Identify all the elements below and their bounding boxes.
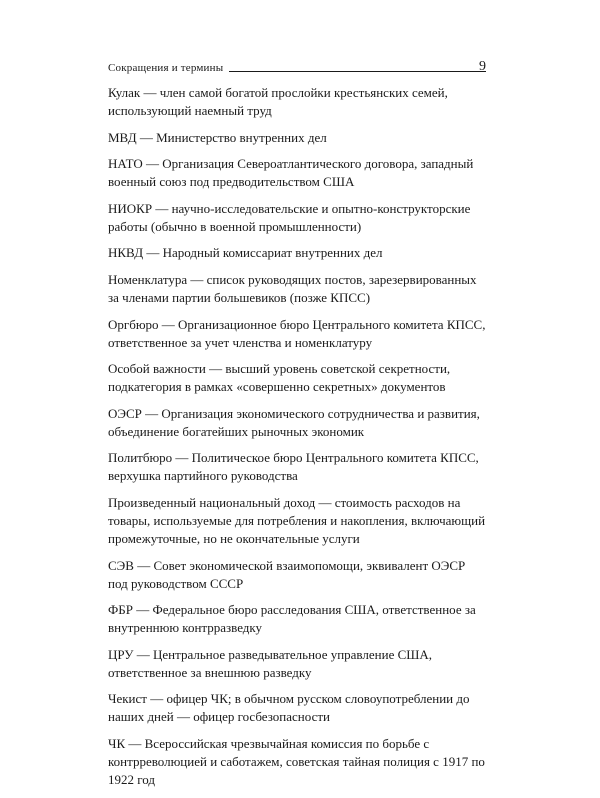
entry-definition: список руководящих постов, зарезервированных за членами партии большевиков (позже КПСС) <box>108 271 477 305</box>
header-rule <box>229 71 486 72</box>
entry-definition: Федеральное бюро расследования США, ответственное за внутреннюю контрразведку <box>108 602 476 636</box>
entry-definition: высший уровень советской секретности, подкатегория в рамках «совершенно секретных» документов <box>108 361 451 395</box>
entry-term: ЧК <box>108 735 126 751</box>
glossary-entry: Оргбюро — Организационное бюро Центрального комитета КПСС, ответственное за учет членства и номенклатуру <box>108 316 486 350</box>
glossary-entry: Кулак — член самой богатой прослойки крестьянских семей, использующий наемный труд <box>108 85 448 118</box>
glossary-entry: Особой важности — высший уровень советской секретности, подкатегория в рамках «совершенно секретных» документов <box>108 361 451 395</box>
glossary-entry: МВД — Министерство внутренних дел <box>108 129 327 145</box>
running-header <box>108 56 486 74</box>
entry-term: НАТО <box>108 156 143 172</box>
glossary-entry: Номенклатура — список руководящих постов, зарезервированных за членами партии большевиков (позже КПСС) <box>108 271 477 305</box>
entry-term: ЦРУ <box>108 646 134 662</box>
entry-definition: Организация Североатлантического договора, западный военный союз под предводительством США <box>108 156 474 190</box>
entry-term: Оргбюро <box>108 316 159 332</box>
glossary-entry: ЦРУ — Центральное разведывательное управление США, ответственное за внешнюю разведку <box>108 646 433 680</box>
entry-definition: Центральное разведывательное управление США, ответственное за внешнюю разведку <box>108 646 433 680</box>
entry-definition: Народный комиссариат внутренних дел <box>162 245 383 261</box>
entry-term: Кулак <box>108 85 141 100</box>
glossary-list <box>108 84 488 798</box>
entry-term: Номенклатура <box>108 271 188 287</box>
entry-term: ОЭСР <box>108 405 142 421</box>
entry-term: Произведенный национальный доход <box>108 494 316 510</box>
entry-definition: член самой богатой прослойки крестьянских семей, использующий наемный труд <box>108 85 448 118</box>
entry-term: Особой важности <box>108 361 206 377</box>
entry-definition: Министерство внутренних дел <box>156 129 327 145</box>
glossary-entry: СЭВ — Совет экономической взаимопомощи, эквивалент ОЭСР под руководством СССР <box>108 557 466 591</box>
entry-definition: офицер ЧК; в обычном русском словоупотреблении до наших дней — офицер госбезопасности <box>108 691 470 725</box>
entry-term: Чекист <box>108 691 147 707</box>
glossary-entry: Чекист — офицер ЧК; в обычном русском словоупотреблении до наших дней — офицер госбезопасности <box>108 691 470 725</box>
glossary-entry: ФБР — Федеральное бюро расследования США, ответственное за внутреннюю контрразведку <box>108 602 476 636</box>
glossary-entry: Произведенный национальный доход — стоимость расходов на товары, используемые для потребления и накопления, включающий промежуточные, но не окончательные услуги <box>108 494 486 546</box>
entry-term: МВД <box>108 129 137 145</box>
glossary-entry: НАТО — Организация Североатлантического договора, западный военный союз под предводительством США <box>108 156 474 190</box>
entry-definition: Всероссийская чрезвычайная комиссия по борьбе с контрреволюцией и саботажем, советская тайная полиция с 1917 по 1922 год <box>108 735 485 787</box>
entry-definition: Совет экономической взаимопомощи, эквивалент ОЭСР под руководством СССР <box>108 557 466 591</box>
entry-term: СЭВ <box>108 557 134 573</box>
page-number: 9 <box>479 59 486 74</box>
entry-term: НКВД <box>108 245 144 261</box>
entry-term: НИОКР <box>108 200 153 216</box>
entry-definition: Политическое бюро Центрального комитета КПСС, верхушка партийного руководства <box>108 450 479 484</box>
entry-term: ФБР <box>108 602 133 618</box>
entry-definition: Организация экономического сотрудничества и развития, объединение богатейших рыночных экономик <box>108 405 480 439</box>
glossary-entry: НИОКР — научно-исследовательские и опытно-конструкторские работы (обычно в военной промышленности) <box>108 200 471 234</box>
entry-definition: Организационное бюро Центрального комитета КПСС, ответственное за учет членства и номенклатуру <box>108 316 486 350</box>
glossary-entry: ЧК — Всероссийская чрезвычайная комиссия по борьбе с контрреволюцией и саботажем, советская тайная полиция с 1917 по 1922 год <box>108 735 485 787</box>
entry-definition: научно-исследовательские и опытно-конструкторские работы (обычно в военной промышленности) <box>108 200 471 234</box>
running-header-title: Сокращения и термины <box>108 62 224 74</box>
entry-definition: стоимость расходов на товары, используемые для потребления и накопления, включающий промежуточные, но не окончательные услуги <box>108 494 486 546</box>
glossary-entry: НКВД — Народный комиссариат внутренних дел <box>108 245 383 261</box>
glossary-entry: Политбюро — Политическое бюро Центрального комитета КПСС, верхушка партийного руководства <box>108 450 479 484</box>
glossary-entry: ОЭСР — Организация экономического сотрудничества и развития, объединение богатейших рыночных экономик <box>108 405 480 439</box>
entry-term: Политбюро <box>108 450 173 466</box>
